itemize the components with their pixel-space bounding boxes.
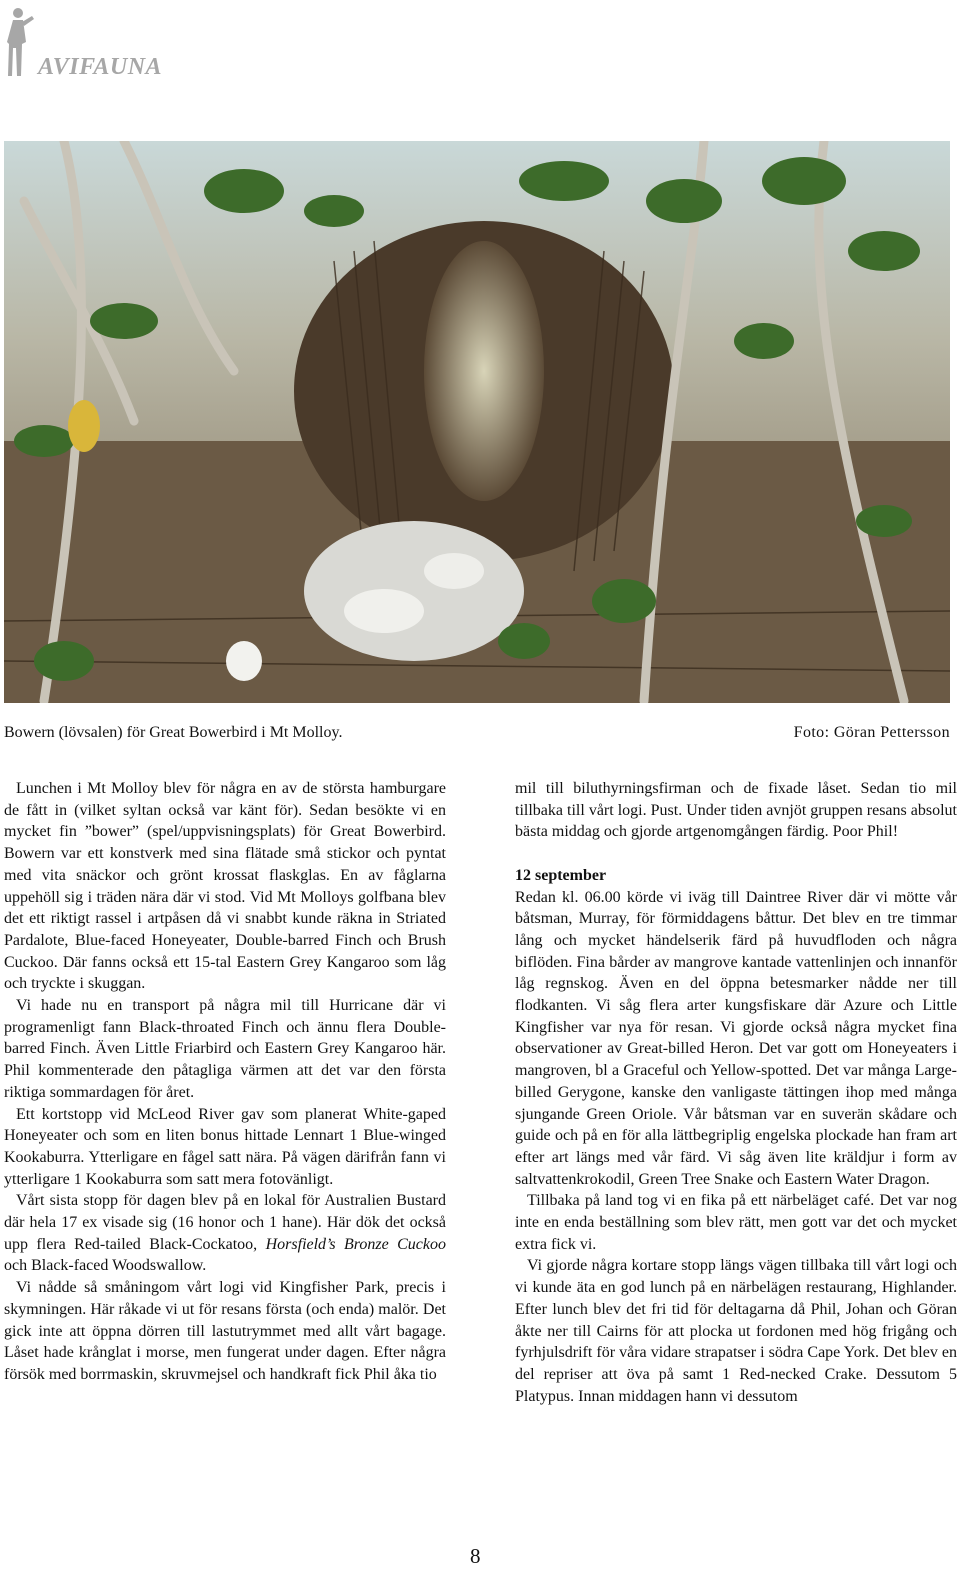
right-column xyxy=(515,778,957,1407)
bird-watcher-icon xyxy=(4,4,38,80)
avifauna-logo xyxy=(4,4,184,84)
right-paragraph: Tillbaka på land tog vi en fika på ett närbeläget café. Det var nog inte en enda beställning som blev rätt, men gott var det och mycket extra fick vi. xyxy=(515,1192,957,1253)
spacer xyxy=(515,843,957,865)
photo-credit: Foto: Göran Pettersson xyxy=(793,724,950,741)
left-paragraph: Ett kortstopp vid McLeod River gav som planerat White-gaped Honeyeater och som en liten bonus hittade Lennart 1 Blue-winged Kookaburra. Ytterligare en fågel satt nära. På vägen därifrån fann vi ytterligare 1 Kookaburra som satt mera fotovänligt. xyxy=(4,1105,446,1188)
right-paragraph: Redan kl. 06.00 körde vi iväg till Daintree River där vi mötte vår båtsman, Murray, för förmiddagens båttur. Det blev en tre timmar lång och mycket händelserik färd på huvudfloden och några biflöden. Fina bårder av mangrove kantade vattenlinjen och innanför låg regnskog. Även en del öppna betesmarker nådde ner till flodkanten. Vi såg flera arter kungsfiskare där Azure och Little Kingfisher var nya för resan. Vi gjorde också några mycket fina observationer av Great-billed Heron. Det var gott om Honeyeaters i mangroven, bl a Graceful och Yellow-spotted. Det var många Large-billed Gerygone, kanske den vanligaste tättingen ihop med många sjungande Green Oriole. Vår båtsman var en suverän skådare och guide och på en för alla lättbegriplig engelska plockade han fram art efter art längs med vår färd. Vi såg även lite kräldjur i form av saltvattenkrokodil, Green Tree Snake och Eastern Water Dragon. xyxy=(515,888,957,1188)
left-paragraph: Lunchen i Mt Molloy blev för några en av de största hamburgare de fått in (vilket syltan också var känt för). Sedan besökte vi en mycket fin ”bower” (spel/uppvisningsplats) för Great Bowerbird. Bowern var ett konstverk med sina flätade små stickor och pyntat med vita snäckor och grönt krossat flaskglas. En av fåglarna uppehöll sig i träden nära där vi stod. Vid Mt Molloys golfbana blev det ett riktigt rassel i artpåsen då vi snabbt kunde räkna in Striated Pardalote, Blue-faced Honeyeater, Double-barred Finch och Brush Cuckoo. Där fanns också ett 15-tal Eastern Grey Kangaroo som låg och tryckte i skuggan. xyxy=(4,780,446,993)
date-heading: 12 september xyxy=(515,866,607,884)
logo-text: AVIFAUNA xyxy=(38,54,163,80)
left-paragraph: Vi nådde så småningom vårt logi vid Kingfisher Park, precis i skymningen. Här råkade vi ut för resans första (och enda) malör. Det gick inte att öppna dörren till lastutrymmet med allt vårt bagage. Låset hade krånglat i morse, men fungerat under dagen. Efter några försök med borrmaskin, skruvmejsel och handkraft fick Phil åka tio xyxy=(4,1279,446,1383)
page-number: 8 xyxy=(470,1544,481,1568)
left-paragraph: Vi hade nu en transport på några mil till Hurricane där vi programenligt fann Black-throated Finch och ännu flera Double-barred Finch. Även Little Friarbird och Eastern Grey Kangaroo här. Phil kommenterade den påtagliga värmen att det var den första riktiga sommardagen för året. xyxy=(4,997,446,1101)
right-paragraph: mil till biluthyrningsfirman och de fixade låset. Sedan tio mil tillbaka till vårt logi. Pust. Under tiden avnjöt gruppen resans absolut bästa middag och gjorde artgenomgången färdig. Poor Phil! xyxy=(515,780,957,841)
right-paragraph: Vi gjorde några kortare stopp längs vägen tillbaka till vårt logi och vi kunde äta en god lunch på en närbelägen restaurang, Highlander. Efter lunch blev det fri tid för deltagarna då Phil, Johan och Göran åkte ner till Cairns för att plocka ut fordonen med hög frigång och fyrhjulsdrift för våra vidare strapatser i södra Cape York. Det blev en del repriser att öva på samt 1 Red-necked Crake. Dessutom 5 Platypus. Innan middagen hann vi dessutom xyxy=(515,1257,957,1405)
left-paragraph xyxy=(4,1190,446,1277)
left-column xyxy=(4,778,446,1386)
text-span: och Black-faced Woodswallow. xyxy=(4,1257,207,1275)
text-span: Vårt sista stopp för dagen blev på en lokal för Australien Bustard där hela 17 ex visade sig (16 honor och 1 hane). Här dök det också upp flera Red-tailed Black-Cockatoo, xyxy=(4,1192,446,1253)
bowerbird-bower-photo xyxy=(4,141,950,703)
species-italic: Horsfield’s Bronze Cuckoo xyxy=(265,1235,446,1253)
photo-caption: Bowern (lövsalen) för Great Bowerbird i Mt Molloy. xyxy=(4,724,343,741)
